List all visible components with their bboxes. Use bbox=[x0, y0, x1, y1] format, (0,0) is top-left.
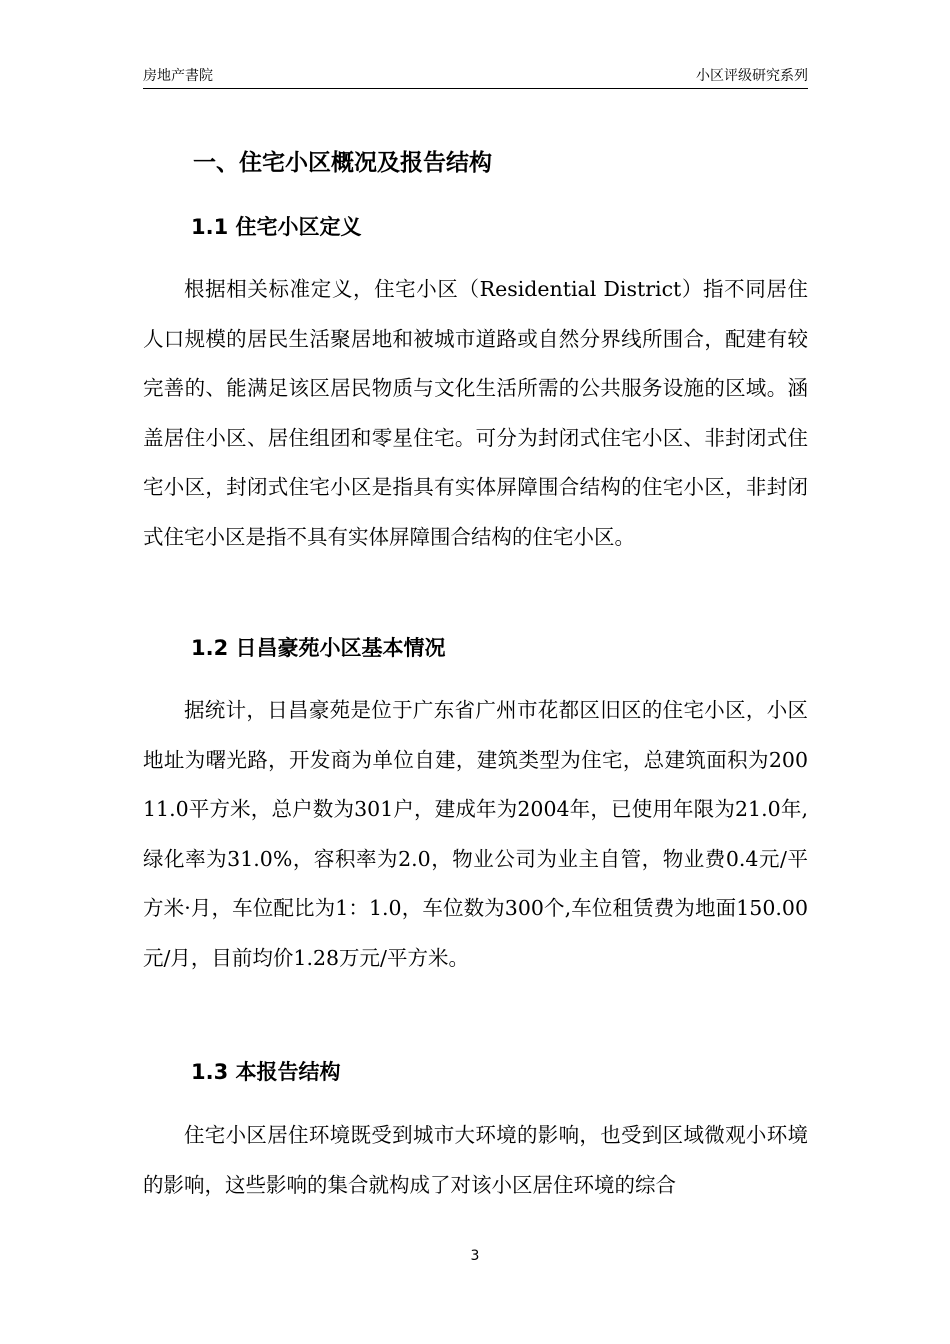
heading-1-3: 1.3 本报告结构 bbox=[191, 1060, 341, 1084]
paragraph-basic-info: 据统计，日昌豪苑是位于广东省广州市花都区旧区的住宅小区，小区地址为曙光路，开发商为单位自建，建筑类型为住宅，总建筑面积为20011.0平方米，总户数为301户，建成年为2004年，已使用年限为21.0年,绿化率为31.0%，容积率为2.0，物业公司为业主自管，物业费0.4元/平方米·月，车位配比为1：1.0，车位数为300个,车位租赁费为地面150.00元/月，目前均价1.28万元/平方米。 bbox=[143, 698, 808, 970]
paragraph-definition: 根据相关标准定义，住宅小区（Residential District）指不同居住人口规模的居民生活聚居地和被城市道路或自然分界线所围合，配建有较完善的、能满足该区居民物质与文化生活所需的公共服务设施的区域。涵盖居住小区、居住组团和零星住宅。可分为封闭式住宅小区、非封闭式住宅小区，封闭式住宅小区是指具有实体屏障围合结构的住宅小区，非封闭式住宅小区是指不具有实体屏障围合结构的住宅小区。 bbox=[143, 277, 808, 549]
page-number: 3 bbox=[470, 1248, 480, 1264]
header-series-title: 小区评级研究系列 bbox=[696, 68, 808, 84]
section-title: 一、住宅小区概况及报告结构 bbox=[193, 150, 492, 176]
page-header bbox=[143, 64, 808, 89]
paragraph-report-structure: 住宅小区居住环境既受到城市大环境的影响，也受到区域微观小环境的影响，这些影响的集合就构成了对该小区居住环境的综合 bbox=[143, 1123, 808, 1197]
heading-1-2: 1.2 日昌豪苑小区基本情况 bbox=[191, 636, 446, 660]
heading-1-1: 1.1 住宅小区定义 bbox=[191, 215, 362, 239]
header-publisher: 房地产書院 bbox=[143, 68, 213, 84]
